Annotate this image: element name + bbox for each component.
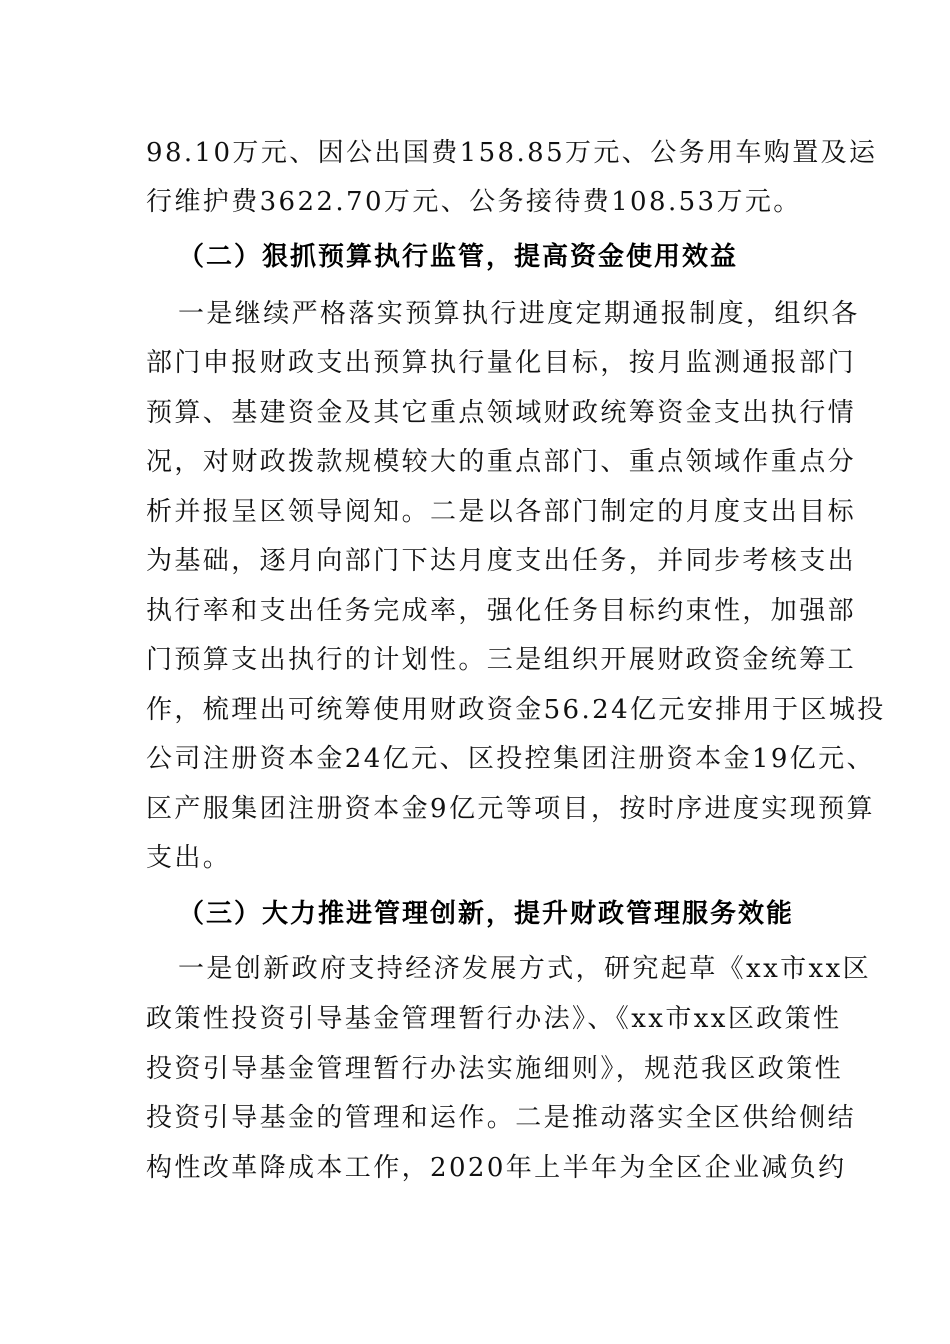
paragraph-line: 公司注册资本金24亿元、区投控集团注册资本金19亿元、 [146, 744, 875, 774]
paragraph-line: 预算、基建资金及其它重点领域财政统筹资金支出执行情 [146, 398, 857, 428]
paragraph-line: 政策性投资引导基金管理暂行办法》、《xx市xx区政策性 [146, 1004, 842, 1034]
paragraph-line: 执行率和支出任务完成率，强化任务目标约束性，加强部 [146, 596, 857, 626]
paragraph-line: 构性改革降成本工作，2020年上半年为全区企业减负约 [146, 1153, 847, 1183]
paragraph-line: 作，梳理出可统筹使用财政资金56.24亿元安排用于区城投 [146, 695, 886, 725]
paragraph-line: 98.10万元、因公出国费158.85万元、公务用车购置及运 [146, 138, 878, 168]
paragraph-line: 一是创新政府支持经济发展方式，研究起草《xx市xx区 [178, 954, 872, 984]
paragraph-line: 支出。 [146, 843, 232, 873]
paragraph-line: 析并报呈区领导阅知。二是以各部门制定的月度支出目标 [146, 497, 857, 527]
paragraph-line: 投资引导基金管理暂行办法实施细则》，规范我区政策性 [146, 1054, 844, 1084]
paragraph-line: 投资引导基金的管理和运作。二是推动落实全区供给侧结 [146, 1103, 857, 1133]
paragraph-line: 门预算支出执行的计划性。三是组织开展财政资金统筹工 [146, 645, 857, 675]
paragraph-line: 部门申报财政支出预算执行量化目标，按月监测通报部门 [146, 348, 857, 378]
section-heading-3: （三）大力推进管理创新，提升财政管理服务效能 [178, 899, 795, 929]
paragraph-line: 为基础，逐月向部门下达月度支出任务，并同步考核支出 [146, 546, 857, 576]
paragraph-line: 一是继续严格落实预算执行进度定期通报制度，组织各 [178, 299, 860, 329]
section-heading-2: （二）狠抓预算执行监管，提高资金使用效益 [178, 242, 739, 272]
paragraph-line: 况，对财政拨款规模较大的重点部门、重点领域作重点分 [146, 447, 857, 477]
paragraph-line: 行维护费3622.70万元、公务接待费108.53万元。 [146, 187, 802, 217]
paragraph-line: 区产服集团注册资本金9亿元等项目，按时序进度实现预算 [146, 794, 875, 824]
